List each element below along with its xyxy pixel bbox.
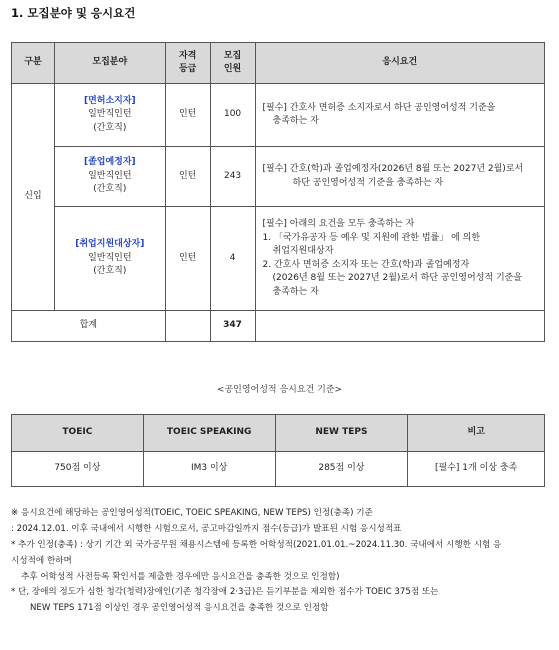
new-teps-value: 285점 이상 <box>275 452 408 487</box>
note-line: : 2024.12.01. 이후 국내에서 시행한 시험으로서, 공고마감일까지 점수(등급)가 발표된 시험 응시성적표 <box>11 523 402 534</box>
total-value: 347 <box>210 311 255 342</box>
field-sub: 일반직인턴 <box>88 252 132 263</box>
category-cell: 신입 <box>12 84 55 311</box>
recruitment-table <box>11 42 545 342</box>
field-cell <box>54 207 165 311</box>
header-grade: 자격 등급 <box>165 43 210 84</box>
field-sub2: (간호직) <box>93 266 127 277</box>
req-line: 충족하는 자 <box>272 286 319 297</box>
toeic-speaking-value: IM3 이상 <box>143 452 275 487</box>
grade-cell: 인턴 <box>165 147 210 207</box>
grade-cell: 인턴 <box>165 84 210 147</box>
section-title: 1. 모집분야 및 응시요건 <box>11 6 136 20</box>
field-sub2: (간호직) <box>93 184 127 195</box>
req-line: 1. 「국가유공자 등 예우 및 지원에 관한 법률」 에 의한 <box>262 232 481 243</box>
header-count: 모집 인원 <box>210 43 255 84</box>
header-requirements: 응시요건 <box>255 43 544 84</box>
header-toeic: TOEIC <box>12 415 144 452</box>
header-field: 모집분야 <box>54 43 165 84</box>
header-remarks: 비고 <box>408 415 545 452</box>
note-line: 시성적에 한하며 <box>11 555 72 566</box>
field-name: [취업지원대상자] <box>75 239 145 250</box>
req-line: 취업지원대상자 <box>272 246 334 256</box>
english-criteria-caption: <공인영어성적 응시요건 기준> <box>216 385 343 395</box>
req-line: 2. 간호사 면허증 소지자 또는 간호(학)과 졸업예정자 <box>262 259 470 270</box>
note-line: * 단, 장애의 정도가 심한 청각(청력)장애인(기존 청각장애 2·3급)은 듣기부분을 제외한 점수가 TOEIC 375점 또는 <box>11 587 439 598</box>
total-empty <box>165 311 210 342</box>
field-cell <box>54 147 165 207</box>
req-line: 충족하는 자 <box>272 116 319 126</box>
note-line: 추후 어학성적 사전등록 확인서를 제출한 경우에만 응시요건을 충족한 것으로 인정함) <box>21 571 340 582</box>
requirement-cell <box>255 147 544 207</box>
header-toeic-speaking: TOEIC SPEAKING <box>143 415 275 452</box>
req-line: (2026년 8월 또는 2027년 2월)로서 하단 공인영어성적 기준을 <box>272 273 523 283</box>
count-cell: 4 <box>210 207 255 311</box>
field-sub: 일반직인턴 <box>88 109 132 120</box>
notes-section <box>11 506 551 617</box>
total-req-empty <box>255 311 544 342</box>
field-sub2: (간호직) <box>93 122 127 133</box>
req-line: [필수] 간호사 면허증 소지자로서 하단 공인영어성적 기준을 <box>262 102 496 113</box>
remarks-value: [필수] 1개 이상 충족 <box>408 452 545 487</box>
field-sub: 일반직인턴 <box>88 170 132 181</box>
grade-cell: 인턴 <box>165 207 210 311</box>
total-label: 합계 <box>12 311 166 342</box>
field-cell <box>54 84 165 147</box>
note-line: NEW TEPS 171점 이상인 경우 공인영어성적 응시요건을 충족한 것으로 인정함 <box>30 603 329 614</box>
note-line: ※ 응시요건에 해당하는 공인영어성적(TOEIC, TOEIC SPEAKING, NEW TEPS) 인정(충족) 기준 <box>11 508 373 518</box>
count-cell: 243 <box>210 147 255 207</box>
req-line: [필수] 아래의 요건을 모두 충족하는 자 <box>262 219 415 229</box>
field-name: [면허소지자] <box>83 95 136 106</box>
header-new-teps: NEW TEPS <box>275 415 408 452</box>
field-name: [졸업예정자] <box>83 157 136 168</box>
requirement-cell <box>255 84 544 147</box>
header-category: 구분 <box>12 43 55 84</box>
req-line: 하단 공인영어성적 기준을 충족하는 자 <box>292 177 444 188</box>
note-line: * 추가 인정(충족) : 상기 기간 외 국가공무원 채용시스템에 등록한 어학성적(2021.01.01.~2024.11.30. 국내에서 시행한 시험 응 <box>11 539 502 550</box>
count-cell: 100 <box>210 84 255 147</box>
requirement-cell <box>255 207 544 311</box>
english-score-table <box>11 414 545 487</box>
toeic-value: 750점 이상 <box>12 452 144 487</box>
req-line: [필수] 간호(학)과 졸업예정자(2026년 8월 또는 2027년 2월)로서 <box>262 164 524 174</box>
